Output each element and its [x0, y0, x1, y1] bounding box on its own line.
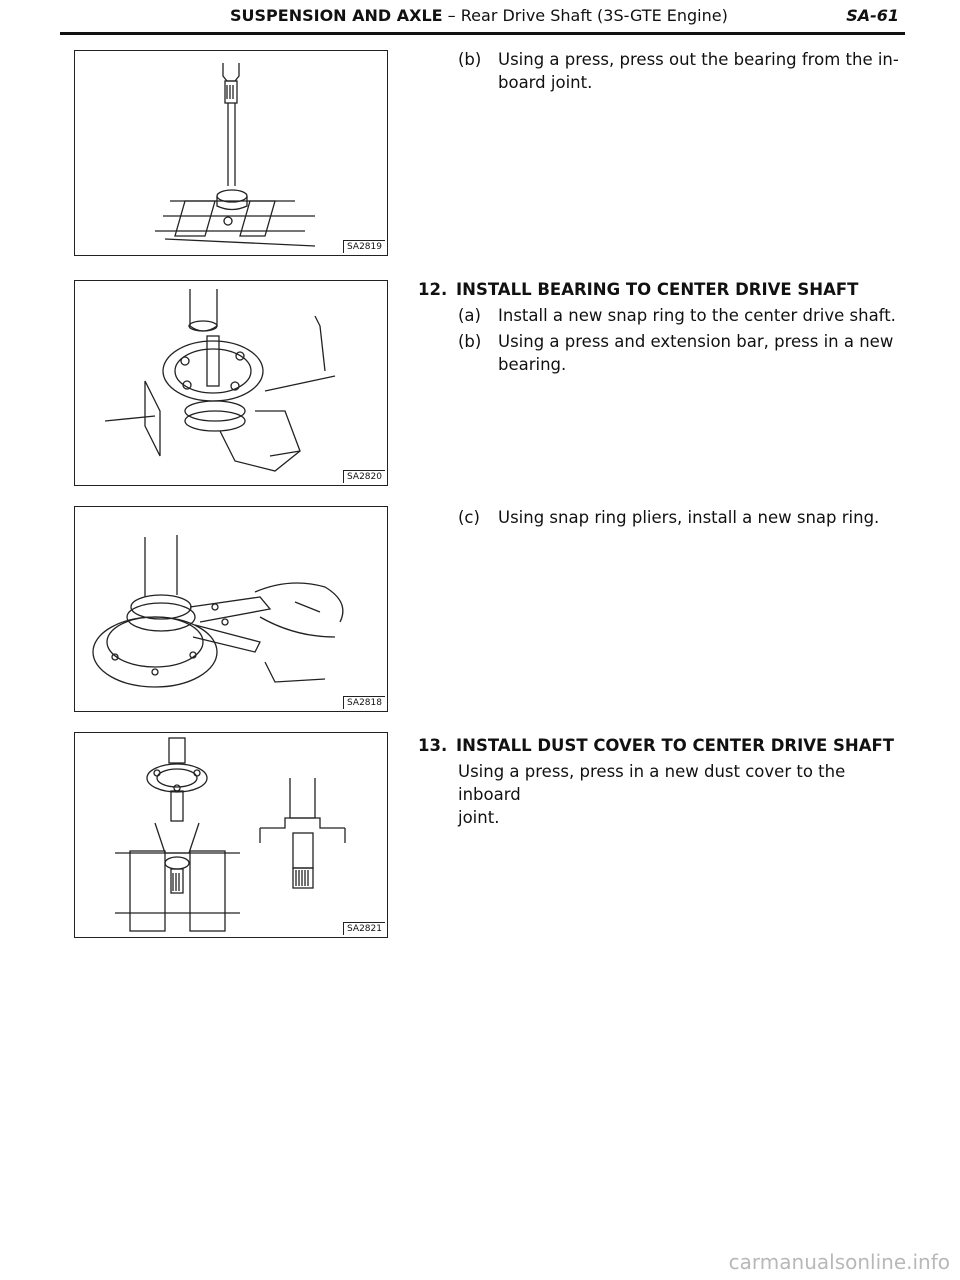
header-title-subsection: – Rear Drive Shaft (3S-GTE Engine)	[442, 6, 728, 25]
instruction-text-continued: bearing.	[498, 355, 567, 374]
step-13-heading	[418, 734, 894, 757]
instruction-b-press-out	[458, 48, 903, 94]
illustration-install-dust-cover	[75, 733, 389, 941]
instruction-b-press-in	[458, 330, 903, 376]
step-12-heading	[418, 278, 858, 301]
figure-snap-ring-pliers	[74, 506, 388, 712]
step-title: INSTALL DUST COVER TO CENTER DRIVE SHAFT	[456, 736, 895, 755]
figure-code: SA2821	[343, 922, 385, 935]
instruction-text: Install a new snap ring to the center drive shaft.	[498, 306, 896, 325]
figure-code: SA2818	[343, 696, 385, 709]
page-header	[60, 0, 905, 35]
header-title-section: SUSPENSION AND AXLE	[230, 6, 443, 25]
page-number: SA-61	[846, 6, 899, 25]
instruction-c-snap-ring-pliers	[458, 506, 903, 529]
figure-code: SA2819	[343, 240, 385, 253]
instruction-text: Using a press, press out the bearing from the in-	[498, 50, 899, 69]
step-label: (c)	[458, 508, 480, 527]
figure-code: SA2820	[343, 470, 385, 483]
header-title	[230, 6, 728, 25]
instruction-text-continued: board joint.	[498, 73, 593, 92]
step-number: 13.	[418, 736, 448, 755]
illustration-press-out-bearing	[75, 51, 389, 257]
instruction-text: Using a press, press in a new dust cover to the inboard	[458, 762, 846, 804]
step-title: INSTALL BEARING TO CENTER DRIVE SHAFT	[456, 280, 859, 299]
instruction-text: Using snap ring pliers, install a new snap ring.	[498, 508, 880, 527]
step-label: (a)	[458, 306, 481, 325]
figure-press-out-bearing	[74, 50, 388, 256]
instruction-text: Using a press and extension bar, press in a new	[498, 332, 894, 351]
instruction-dust-cover	[458, 760, 903, 829]
illustration-install-bearing	[75, 281, 389, 487]
instruction-a-snap-ring	[458, 304, 903, 327]
step-number: 12.	[418, 280, 448, 299]
figure-install-dust-cover	[74, 732, 388, 938]
step-label: (b)	[458, 50, 482, 69]
illustration-snap-ring-pliers	[75, 507, 389, 713]
step-label: (b)	[458, 332, 482, 351]
instruction-text-continued: joint.	[458, 808, 500, 827]
figure-install-bearing	[74, 280, 388, 486]
watermark: carmanualsonline.info	[728, 1250, 950, 1274]
